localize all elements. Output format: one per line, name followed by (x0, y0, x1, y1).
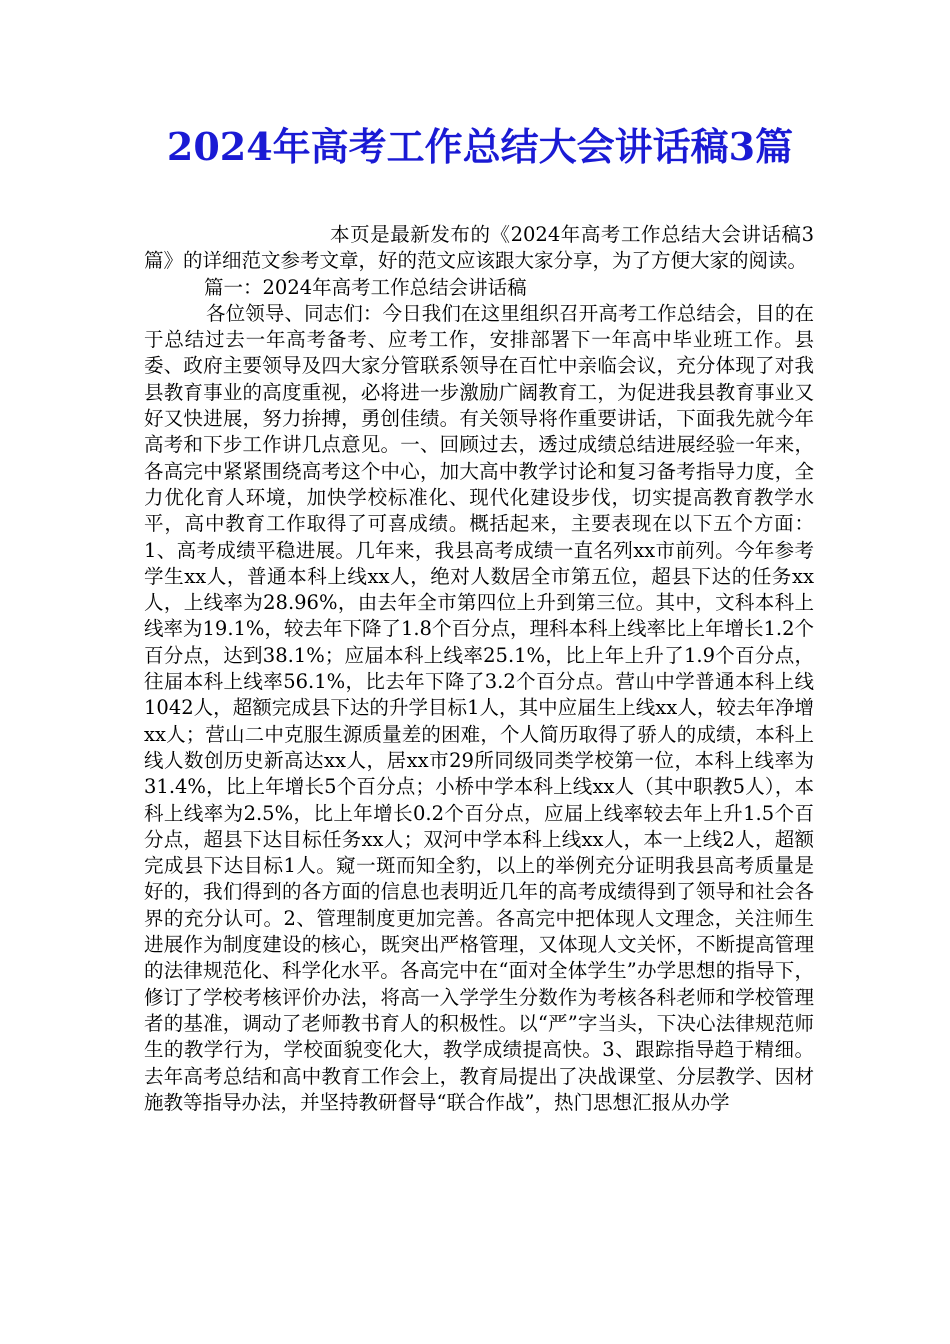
speech-paragraph: 各位领导、同志们：今日我们在这里组织召开高考工作总结会，目的在于总结过去一年高考备考、应考工作，安排部署下一年高中毕业班工作。县委、政府主要领导及四大家分管联系领导在百忙中亲临会议，充分体现了对我县教育事业的高度重视，必将进一步激励广阔教育工，为促进我县教育事业又好又快进展，努力拚搏，勇创佳绩。有关领导将作重要讲话，下面我先就今年高考和下步工作讲几点意见。一、回顾过去，透过成绩总结进展经验一年来，各高完中紧紧围绕高考这个中心，加大高中教学讨论和复习备考指导力度，全力优化育人环境，加快学校标准化、现代化建设步伐，切实提高教育教学水平，高中教育工作取得了可喜成绩。概括起来，主要表现在以下五个方面：1、高考成绩平稳进展。几年来，我县高考成绩一直名列xx市前列。今年参考学生xx人，普通本科上线xx人，绝对人数居全市第五位，超县下达的任务xx人，上线率为28.96%，由去年全市第四位上升到第三位。其中，文科本科上线率为19.1%，较去年下降了1.8个百分点，理科本科上线率比上年增长1.2个百分点，达到38.1%；应届本科上线率25.1%，比上年上升了1.9个百分点，往届本科上线率56.1%，比去年下降了3.2个百分点。营山中学普通本科上线1042人，超额完成县下达的升学目标1人，其中应届生上线xx人，较去年净增xx人；营山二中克服生源质量差的困难，个人简历取得了骄人的成绩，本科上线人数创历史新高达xx人，居xx市29所同级同类学校第一位，本科上线率为31.4%，比上年增长5个百分点；小桥中学本科上线xx人（其中职教5人），本科上线率为2.5%，比上年增长0.2个百分点，应届上线率较去年上升1.5个百分点，超县下达目标任务xx人；双河中学本科上线xx人，本一上线2人，超额完成县下达目标1人。窥一斑而知全豹，以上的举例充分证明我县高考质量是好的，我们得到的各方面的信息也表明近几年的高考成绩得到了领导和社会各界的充分认可。2、管理制度更加完善。各高完中把体现人文理念，关注师生进展作为制度建设的核心，既突出严格管理，又体现人文关怀，不断提高管理的法律规范化、科学化水平。各高完中在“面对全体学生”办学思想的指导下，修订了学校考核评价办法，将高一入学学生分数作为考核各科老师和学校管理者的基准，调动了老师教书育人的积极性。以“严”字当头，下决心法律规范师生的教学行为，学校面貌变化大，教学成绩提高快。3、跟踪指导趋于精细。去年高考总结和高中教育工作会上，教育局提出了决战课堂、分层教学、因材施教等指导办法，并坚持教研督导“联合作战”，热门思想汇报从办学 (144, 301, 814, 1114)
section-heading: 篇一：2024年高考工作总结会讲话稿 (204, 275, 527, 299)
document-title: 2024年高考工作总结大会讲话稿3篇 (166, 124, 794, 169)
document-body (144, 222, 814, 1116)
intro-paragraph: 本页是最新发布的《2024年高考工作总结大会讲话稿3篇》的详细范文参考文章，好的范文应该跟大家分享，为了方便大家的阅读。 (144, 223, 814, 273)
